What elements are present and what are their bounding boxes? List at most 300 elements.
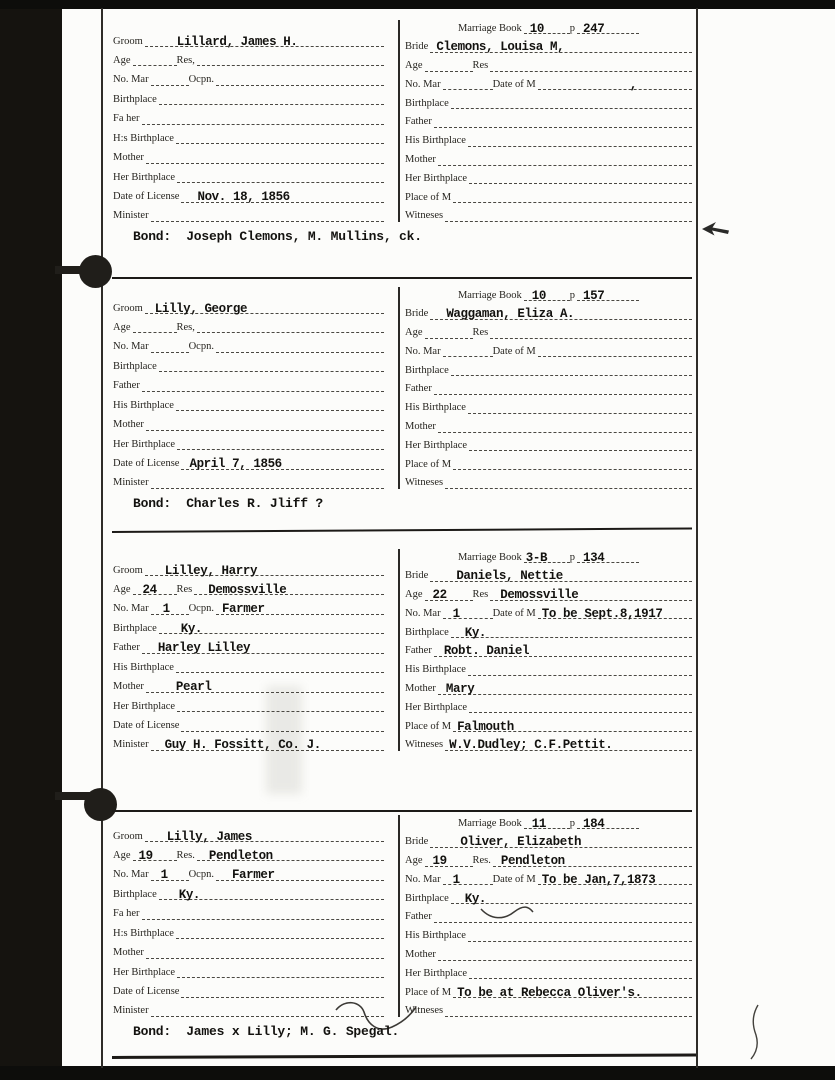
field-label: Birthplace xyxy=(113,888,157,900)
field-line xyxy=(490,59,692,72)
field-label: Her Birthplace xyxy=(405,439,468,451)
field-row xyxy=(113,984,384,998)
field-value: 19 xyxy=(138,848,153,863)
field-value: 1 xyxy=(162,602,170,617)
field-row xyxy=(113,718,384,732)
field-line xyxy=(151,476,384,489)
field-label: Minister xyxy=(113,1005,149,1017)
field-line xyxy=(430,307,692,320)
field-label: Birthplace xyxy=(405,97,449,109)
field-line xyxy=(469,171,692,184)
field-line xyxy=(453,457,692,470)
field-value: Lilley, Harry xyxy=(164,563,258,578)
field-line xyxy=(145,301,384,314)
field-row xyxy=(113,208,384,222)
field-line xyxy=(524,816,570,829)
field-label: Ocpn. xyxy=(188,74,214,86)
field-line xyxy=(159,359,384,372)
field-row xyxy=(113,72,384,86)
field-label: Her Birthplace xyxy=(405,967,468,979)
field-row xyxy=(405,737,692,751)
field-value: Mary xyxy=(445,682,475,697)
field-line xyxy=(453,190,692,203)
field-line xyxy=(145,829,384,842)
field-label: Marriage Book xyxy=(457,817,522,829)
field-row xyxy=(113,698,384,712)
bride-column xyxy=(398,287,692,489)
field-label: Mother xyxy=(113,947,144,959)
field-value: Pearl xyxy=(175,680,212,695)
field-row xyxy=(113,906,384,920)
field-line xyxy=(194,582,384,595)
groom-column xyxy=(113,33,398,222)
field-row xyxy=(113,436,384,450)
field-label: Date of M xyxy=(492,873,536,885)
field-row xyxy=(405,39,692,53)
field-row xyxy=(405,947,692,961)
field-value: To be Jan,7,1873 xyxy=(541,872,656,887)
field-row xyxy=(405,76,692,90)
field-line xyxy=(142,379,384,392)
field-line xyxy=(524,21,570,34)
field-label: Her Birthplace xyxy=(405,701,468,713)
field-label: Age xyxy=(405,589,423,601)
field-row xyxy=(405,605,692,619)
field-line xyxy=(469,438,692,451)
field-label: Ocpn. xyxy=(188,603,214,615)
field-line xyxy=(493,854,692,867)
field-row xyxy=(113,91,384,105)
field-label: Mother xyxy=(405,154,436,166)
field-line xyxy=(469,700,692,713)
field-value: Ky. xyxy=(464,891,487,906)
field-row xyxy=(113,319,384,333)
field-row xyxy=(405,681,692,695)
field-label: No. Mar xyxy=(113,869,149,881)
field-row xyxy=(405,95,692,109)
card-columns xyxy=(113,549,692,751)
field-row xyxy=(405,984,692,998)
field-row xyxy=(405,568,692,582)
field-row xyxy=(113,417,384,431)
field-line xyxy=(445,209,692,222)
field-row xyxy=(405,624,692,638)
groom-column xyxy=(113,562,398,751)
field-line xyxy=(451,625,692,638)
field-row xyxy=(405,325,692,339)
field-line xyxy=(451,363,692,376)
field-line xyxy=(538,606,692,619)
field-row xyxy=(113,925,384,939)
field-row xyxy=(113,620,384,634)
field-line xyxy=(176,926,384,939)
field-label: Birthplace xyxy=(113,360,157,372)
field-label: Bride xyxy=(405,836,429,848)
field-line xyxy=(434,115,692,128)
field-value: Ky. xyxy=(464,625,487,640)
field-row xyxy=(405,189,692,203)
field-line xyxy=(177,965,384,978)
card-separator-line xyxy=(112,810,692,812)
field-label: Birthplace xyxy=(113,93,157,105)
field-value: Harley Lilley xyxy=(157,641,251,656)
field-label: Age xyxy=(113,583,131,595)
field-row xyxy=(405,208,692,222)
field-line xyxy=(146,151,384,164)
field-label: Birthplace xyxy=(113,622,157,634)
field-label: Place of M xyxy=(405,191,452,203)
field-row xyxy=(405,133,692,147)
field-label: Groom xyxy=(113,35,143,47)
field-label: Her Birthplace xyxy=(113,438,176,450)
field-value: April 7, 1856 xyxy=(189,457,282,471)
field-row xyxy=(113,847,384,861)
field-value: Waggaman, Eliza A. xyxy=(446,307,575,322)
field-value: W.V.Dudley; C.F.Pettit. xyxy=(449,738,613,753)
field-row xyxy=(405,152,692,166)
field-label: Res, xyxy=(176,321,195,333)
field-label: Age xyxy=(113,54,131,66)
field-line xyxy=(577,816,639,829)
field-value: Demossville xyxy=(208,582,287,597)
field-label: Father xyxy=(113,380,140,392)
field-line xyxy=(142,907,384,920)
field-value: Pendleton xyxy=(208,848,273,863)
field-row xyxy=(113,581,384,595)
field-label: No. Mar xyxy=(405,607,441,619)
field-row xyxy=(405,643,692,657)
field-row xyxy=(405,437,692,451)
field-value: Guy H. Fossitt, Co. J. xyxy=(164,738,321,753)
field-label: Father xyxy=(405,383,432,395)
scan-black-margin-left xyxy=(0,0,62,1080)
field-line xyxy=(430,835,692,848)
field-label: His Birthplace xyxy=(405,135,466,147)
field-label: Bride xyxy=(405,570,429,582)
field-line xyxy=(445,476,692,489)
ink-arrow-mark xyxy=(701,219,731,237)
field-line xyxy=(177,437,384,450)
field-line xyxy=(434,644,692,657)
field-line xyxy=(577,288,639,301)
field-label: No. Mar xyxy=(113,74,149,86)
field-label: Place of M xyxy=(405,458,452,470)
field-label: p xyxy=(569,551,576,563)
field-value: Oliver, Elizabeth xyxy=(460,835,582,850)
field-line xyxy=(159,887,384,900)
field-row xyxy=(113,945,384,959)
card-separator-line xyxy=(112,527,692,533)
field-label: Bride xyxy=(405,308,429,320)
field-label: Date of M xyxy=(492,78,536,90)
field-label: His Birthplace xyxy=(405,402,466,414)
field-row xyxy=(113,111,384,125)
field-label: His Birthplace xyxy=(113,661,174,673)
field-line xyxy=(151,738,384,751)
field-row xyxy=(113,169,384,183)
field-label: Date of License xyxy=(113,191,180,202)
field-line xyxy=(216,602,384,615)
field-row xyxy=(113,339,384,353)
field-value: 134 xyxy=(583,550,605,565)
field-value: , xyxy=(629,77,637,92)
field-line xyxy=(438,420,692,433)
field-line xyxy=(133,320,177,333)
field-line xyxy=(151,73,189,86)
field-value: 10 xyxy=(531,288,546,303)
field-label: Marriage Book xyxy=(457,289,522,301)
field-value: 157 xyxy=(583,288,605,303)
field-label: Marriage Book xyxy=(457,22,522,34)
field-label: Her Birthplace xyxy=(113,966,176,978)
field-line xyxy=(216,868,384,881)
field-row xyxy=(405,475,692,489)
card-columns xyxy=(113,287,692,489)
field-row xyxy=(113,601,384,615)
field-label: Mother xyxy=(405,683,436,695)
marriage-book-header-row xyxy=(405,549,692,563)
field-label: No. Mar xyxy=(405,78,441,90)
field-line xyxy=(151,209,384,222)
field-row xyxy=(113,737,384,751)
field-line xyxy=(490,326,692,339)
field-line xyxy=(133,848,177,861)
field-line xyxy=(142,641,384,654)
field-row xyxy=(405,718,692,732)
field-label: Age xyxy=(405,855,423,867)
field-label: H:s Birthplace xyxy=(113,927,174,939)
marriage-book-header-row xyxy=(405,815,692,829)
field-row xyxy=(113,358,384,372)
field-line xyxy=(577,550,639,563)
field-line xyxy=(197,53,384,66)
field-label: Date of License xyxy=(113,458,180,469)
field-row xyxy=(405,965,692,979)
field-label: Her Birthplace xyxy=(113,700,176,712)
field-label: Age xyxy=(113,321,131,333)
field-line xyxy=(445,1004,692,1017)
card-separator-line xyxy=(112,1053,696,1059)
field-row xyxy=(113,52,384,66)
field-value: Falmouth xyxy=(457,719,514,734)
field-line xyxy=(453,985,692,998)
field-line xyxy=(451,891,692,904)
field-label: Res, xyxy=(176,54,195,66)
field-row xyxy=(405,834,692,848)
field-line xyxy=(438,682,692,695)
field-line xyxy=(425,854,473,867)
field-row xyxy=(405,456,692,470)
scan-black-margin-bottom xyxy=(0,1066,835,1080)
bond-note: Bond: James x Lilly; M. G. Spegal. xyxy=(133,1024,400,1039)
field-line xyxy=(430,40,692,53)
field-line xyxy=(159,621,384,634)
field-row xyxy=(113,475,384,489)
field-label: Mother xyxy=(113,152,144,164)
field-row xyxy=(405,1003,692,1017)
field-line xyxy=(425,588,473,601)
field-value: Robt. Daniel xyxy=(443,644,530,659)
field-line xyxy=(145,563,384,576)
field-line xyxy=(151,602,189,615)
field-label: Res. xyxy=(472,855,491,867)
field-line xyxy=(216,73,384,86)
field-row xyxy=(405,114,692,128)
field-line xyxy=(181,457,384,470)
field-label: Minister xyxy=(113,739,149,751)
field-line xyxy=(151,1004,384,1017)
field-value: Demossville xyxy=(500,588,579,603)
field-line xyxy=(524,550,570,563)
field-row xyxy=(113,867,384,881)
field-row xyxy=(405,890,692,904)
field-value: 1 xyxy=(452,606,460,621)
field-row xyxy=(405,928,692,942)
field-value: Nov. 18, 1856 xyxy=(197,190,290,204)
field-row xyxy=(113,679,384,693)
field-value: Lilly, George xyxy=(154,301,248,316)
field-value: To be Sept.8,1917 xyxy=(541,606,663,621)
field-row xyxy=(113,964,384,978)
field-row xyxy=(405,170,692,184)
field-label: Res xyxy=(472,327,489,339)
field-label: No. Mar xyxy=(113,341,149,353)
field-row xyxy=(405,343,692,357)
field-label: Father xyxy=(405,645,432,657)
field-line xyxy=(142,112,384,125)
field-label: H:s Birthplace xyxy=(113,132,174,144)
field-value: 1 xyxy=(452,872,460,887)
field-line xyxy=(443,344,493,357)
field-value: Ky. xyxy=(180,621,203,636)
field-label: Ocpn. xyxy=(188,869,214,881)
field-row xyxy=(405,419,692,433)
field-value: Farmer xyxy=(221,602,265,617)
field-line xyxy=(445,738,692,751)
field-row xyxy=(113,397,384,411)
field-label: Groom xyxy=(113,830,143,842)
bond-note: Bond: Charles R. Jliff ? xyxy=(133,496,324,511)
field-label: Date of License xyxy=(113,720,180,731)
field-value: To be at Rebecca Oliver's. xyxy=(457,985,642,1000)
field-row xyxy=(405,853,692,867)
field-row xyxy=(113,33,384,47)
field-line xyxy=(443,606,493,619)
field-row xyxy=(405,306,692,320)
field-label: No. Mar xyxy=(405,873,441,885)
field-value: Farmer xyxy=(231,868,275,883)
field-line xyxy=(538,77,692,90)
field-value: Lilly, James xyxy=(166,829,252,844)
field-row xyxy=(405,400,692,414)
field-label: Father xyxy=(113,642,140,654)
field-label: Date of License xyxy=(113,986,180,997)
bond-note: Bond: Joseph Clemons, M. Mullins, ck. xyxy=(133,229,422,244)
field-label: Res xyxy=(472,589,489,601)
field-label: Minister xyxy=(113,477,149,489)
field-row xyxy=(405,58,692,72)
field-line xyxy=(146,680,384,693)
field-row xyxy=(113,189,384,203)
field-row xyxy=(113,659,384,673)
field-row xyxy=(405,381,692,395)
card-separator-line xyxy=(112,277,692,279)
field-value: Clemons, Louisa M, xyxy=(436,40,565,55)
field-value: 1 xyxy=(160,868,168,883)
field-value: Daniels, Nettie xyxy=(456,569,563,584)
field-line xyxy=(538,872,692,885)
field-line xyxy=(181,190,384,203)
field-line xyxy=(133,53,177,66)
field-value: Lillard, James H. xyxy=(176,34,298,49)
field-label: Birthplace xyxy=(405,892,449,904)
field-row xyxy=(113,886,384,900)
field-line xyxy=(176,660,384,673)
field-label: Father xyxy=(405,911,432,923)
field-row xyxy=(113,378,384,392)
field-line xyxy=(197,848,384,861)
page-rule-left xyxy=(101,8,103,1068)
field-row xyxy=(405,587,692,601)
field-line xyxy=(177,170,384,183)
field-row xyxy=(113,150,384,164)
field-line xyxy=(468,663,692,676)
field-line xyxy=(438,948,692,961)
field-label: Ocpn. xyxy=(188,341,214,353)
field-label: Age xyxy=(113,849,131,861)
field-row xyxy=(405,699,692,713)
bride-column xyxy=(398,549,692,751)
marriage-record-card xyxy=(113,815,692,1039)
marriage-record-card xyxy=(113,20,692,244)
field-row xyxy=(113,1003,384,1017)
binder-hole-tab-top xyxy=(55,266,87,274)
field-label: Mother xyxy=(405,421,436,433)
field-value: 184 xyxy=(583,816,605,831)
field-line xyxy=(151,340,189,353)
field-value: 22 xyxy=(432,588,447,603)
field-label: Mother xyxy=(405,949,436,961)
field-label: No. Mar xyxy=(113,603,149,615)
marriage-book-header-row xyxy=(405,287,692,301)
field-label: Minister xyxy=(113,210,149,222)
field-value: 24 xyxy=(142,582,157,597)
field-label: Her Birthplace xyxy=(405,172,468,184)
field-line xyxy=(438,153,692,166)
field-line xyxy=(538,344,692,357)
field-line xyxy=(159,92,384,105)
field-value: Pendleton xyxy=(500,854,565,869)
field-label: Marriage Book xyxy=(457,551,522,563)
field-label: His Birthplace xyxy=(405,930,466,942)
card-columns xyxy=(113,815,692,1017)
field-line xyxy=(146,946,384,959)
field-label: Res xyxy=(472,60,489,72)
field-label: Age xyxy=(405,60,423,72)
field-label: Res. xyxy=(176,849,195,861)
field-value: 11 xyxy=(531,816,546,831)
marriage-record-card xyxy=(113,287,692,511)
field-label: Mother xyxy=(113,681,144,693)
field-label: Witneses xyxy=(405,1005,444,1017)
field-row xyxy=(113,828,384,842)
field-label: No. Mar xyxy=(405,345,441,357)
field-line xyxy=(443,872,493,885)
field-line xyxy=(181,985,384,998)
field-label: Birthplace xyxy=(405,364,449,376)
field-row xyxy=(405,909,692,923)
binder-hole-tab-bottom xyxy=(55,792,93,800)
